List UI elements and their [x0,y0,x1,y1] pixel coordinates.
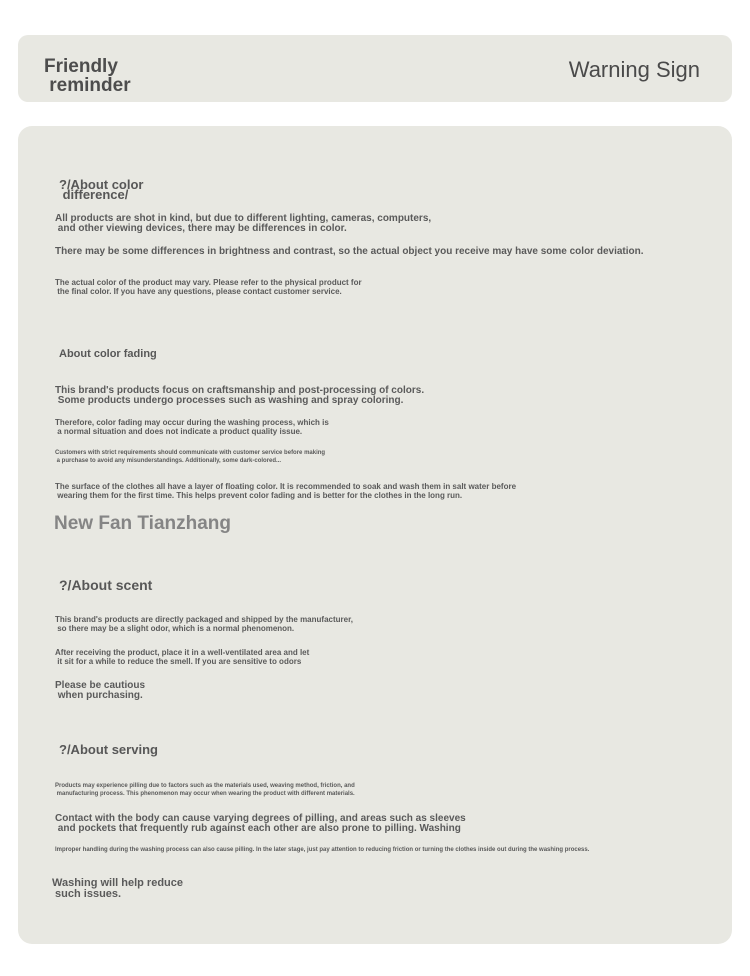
header-left-title: Friendly reminder [44,56,131,96]
serving-text-1: Products may experience pilling due to factors such as the materials used, weaving method, friction, and manufacturing process. This phenomenon may occur when wearing the product with different materials. [55,783,355,797]
section-heading-color-fading: About color fading [59,348,157,360]
serving-text-2: Contact with the body can cause varying degrees of pilling, and areas such as sleeves and pockets that frequently rub against each other are also prone to pilling. Washing [55,813,466,834]
color-difference-text-3: The actual color of the product may vary. Please refer to the physical product for the final color. If you have any questions, please contact customer service. [55,278,362,296]
serving-text-3: Improper handling during the washing process can also cause pilling. In the later stage, just pay attention to reducing friction or turning the clothes inside out during the washing process. [55,847,590,853]
scent-text-2: After receiving the product, place it in a well-ventilated area and let it sit for a while to reduce the smell. If you are sensitive to odors [55,648,310,666]
color-fading-text-3: Customers with strict requirements should communicate with customer service before making a purchase to avoid any misunderstandings. Additionally, some dark-colored... [55,450,326,464]
color-fading-text-1: This brand's products focus on craftsmanship and post-processing of colors. Some products undergo processes such as washing and spray coloring. [55,385,425,406]
section-heading-color-difference: ?/About color difference/ [59,177,144,202]
color-fading-text-2: Therefore, color fading may occur during the washing process, which is a normal situation and does not indicate a product quality issue. [55,418,329,436]
scent-text-3: Please be cautious when purchasing. [55,680,146,701]
color-difference-text-2: There may be some differences in brightness and contrast, so the actual object you receive may have some color deviation. [55,246,644,257]
color-difference-text-1: All products are shot in kind, but due to different lighting, cameras, computers, and other viewing devices, there may be differences in color. [55,213,432,234]
color-fading-text-4: The surface of the clothes all have a layer of floating color. It is recommended to soak and wash them in salt water before wearing them for the first time. This helps prevent color fading and is better for the clothes in the long run. [55,482,517,500]
section-heading-scent: ?/About scent [59,577,153,593]
header-right-title: Warning Sign [568,57,700,82]
scent-text-1: This brand's products are directly packaged and shipped by the manufacturer, so there may be a slight odor, which is a normal phenomenon. [55,615,353,633]
section-heading-serving: ?/About serving [59,742,158,757]
serving-text-4: Washing will help reduce such issues. [52,877,184,900]
notice-card [18,126,732,944]
header-banner [18,35,732,102]
brand-name: New Fan Tianzhang [54,513,232,534]
